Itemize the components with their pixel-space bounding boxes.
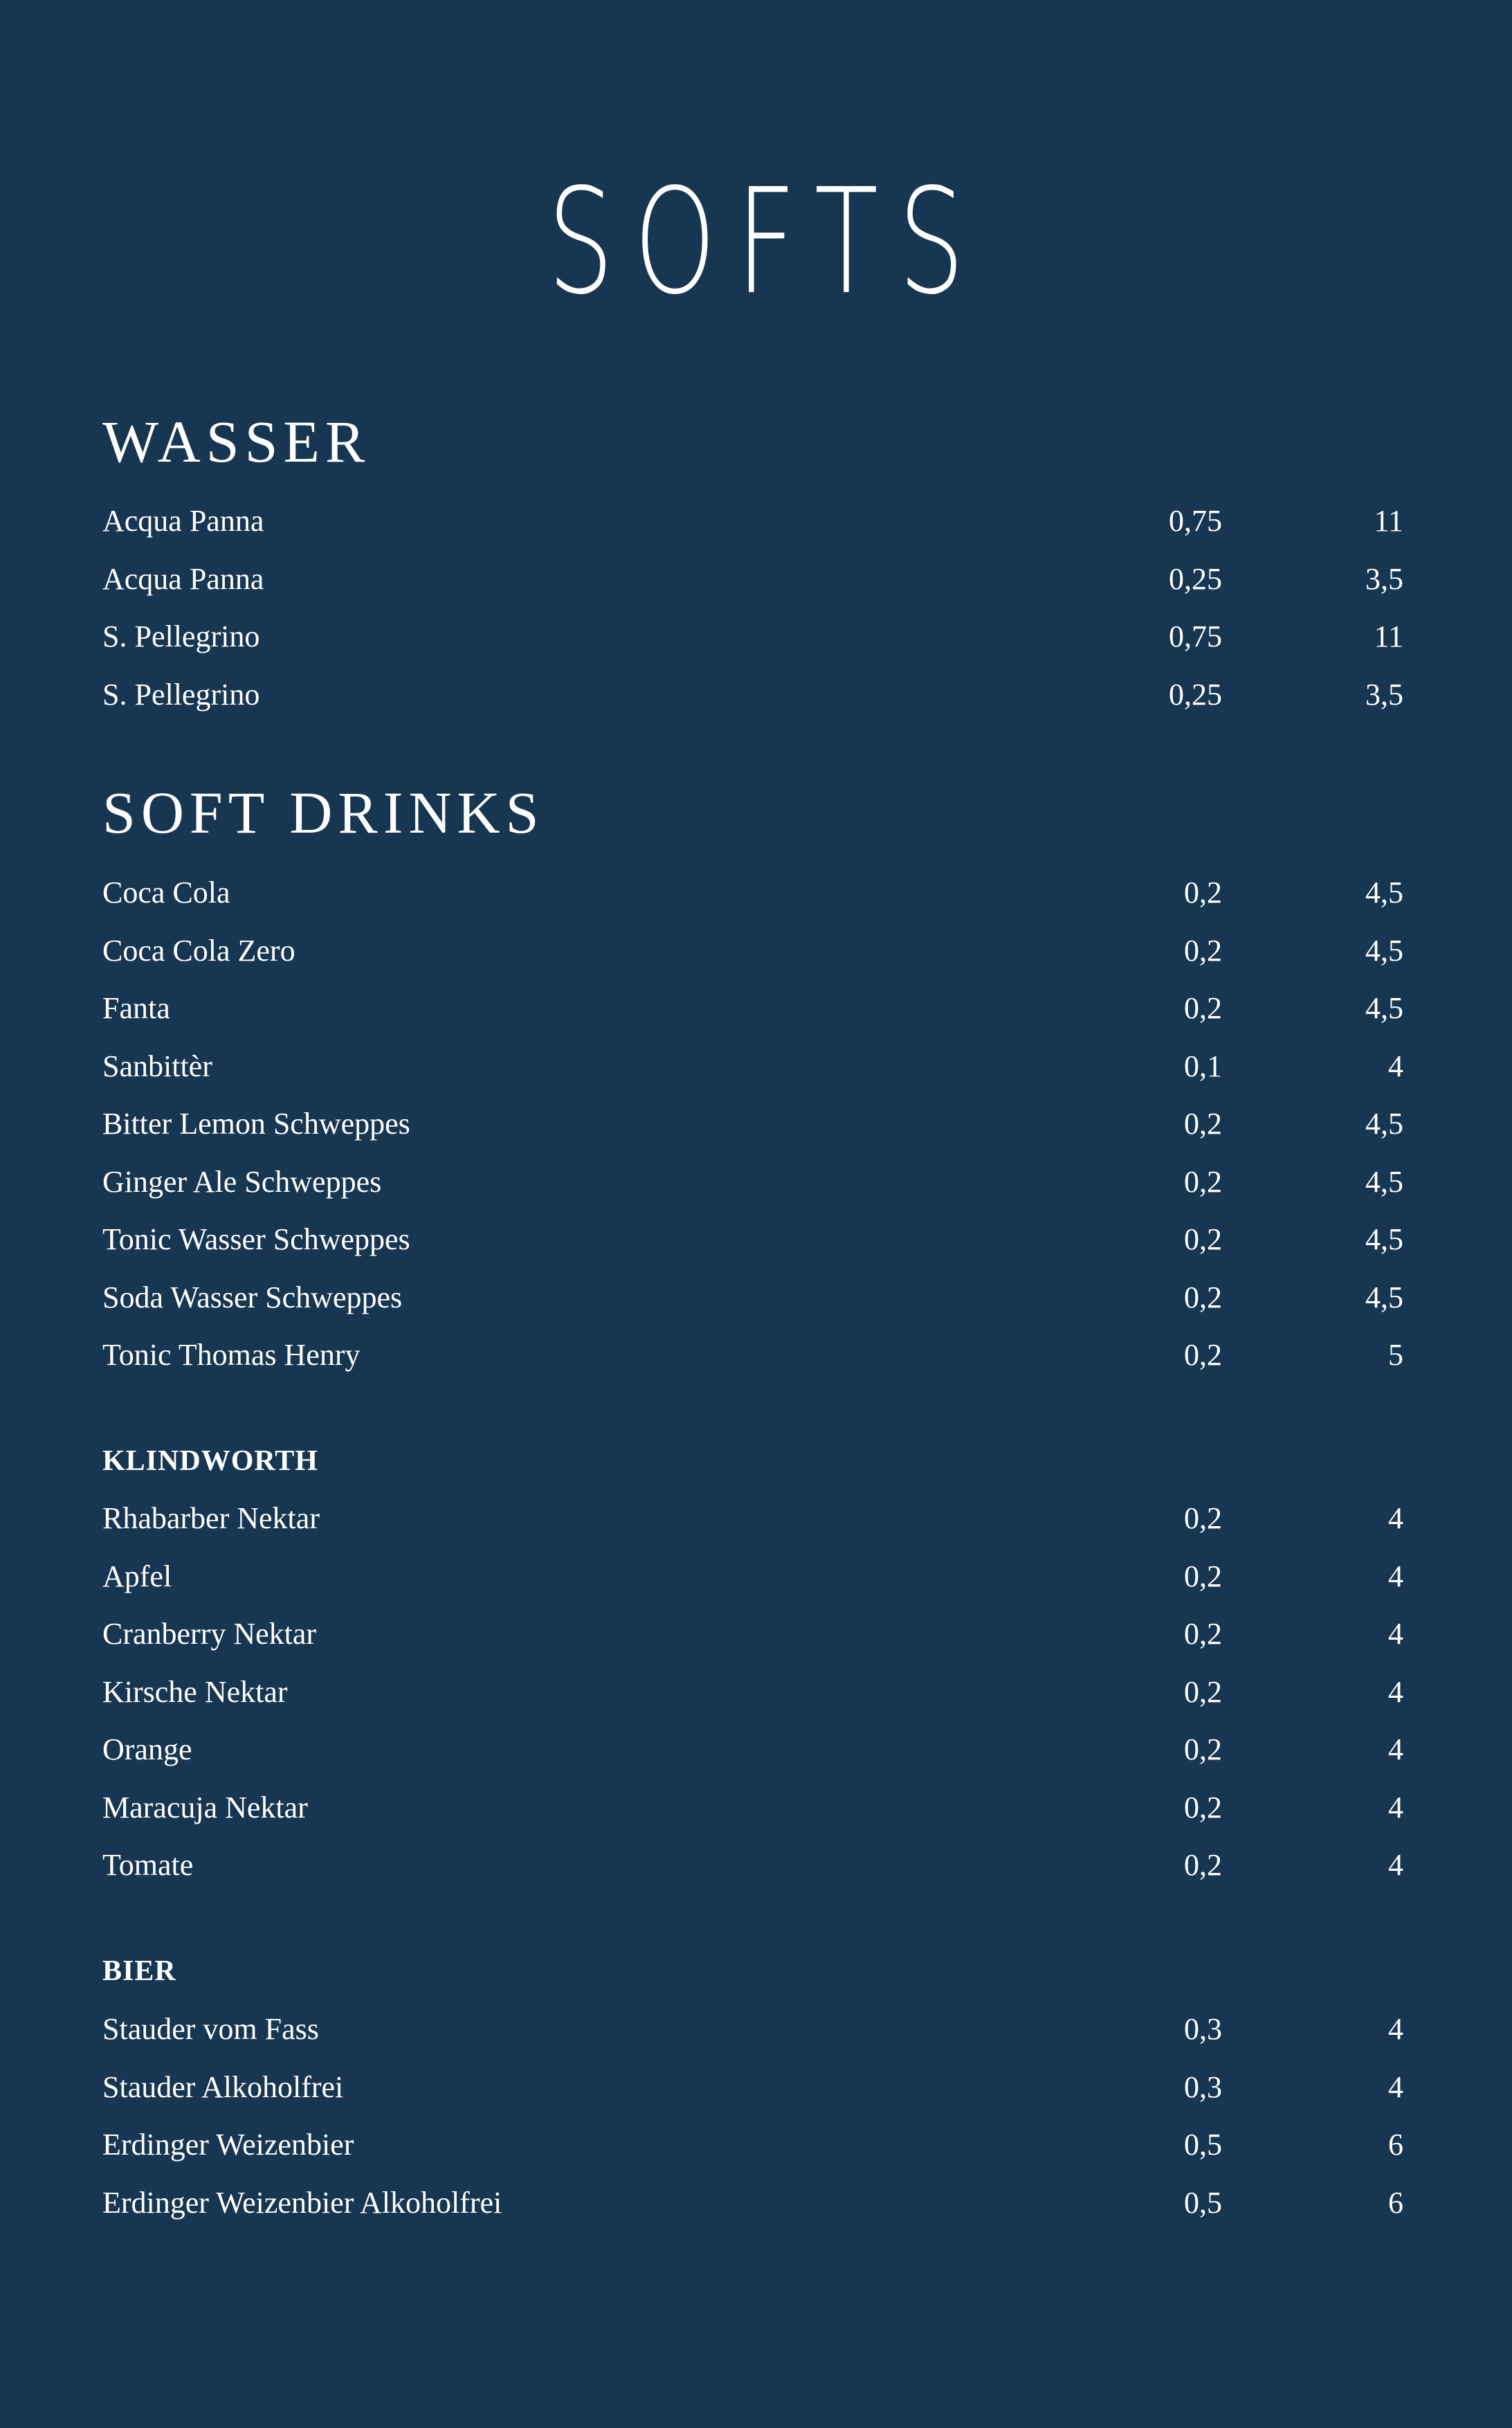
item-price: 4 [1388, 1732, 1403, 1766]
item-name: Tonic Wasser Schweppes [102, 1222, 410, 1256]
menu-item-row [102, 2000, 1403, 2058]
item-name: Acqua Panna [102, 561, 264, 596]
item-price: 6 [1388, 2185, 1403, 2220]
menu-item-row [102, 1605, 1403, 1663]
item-name: Tonic Thomas Henry [102, 1338, 361, 1372]
item-name: Erdinger Weizenbier Alkoholfrei [102, 2185, 502, 2220]
item-volume: 0,25 [1169, 561, 1222, 596]
item-volume: 0,2 [1184, 1732, 1222, 1766]
item-volume: 0,2 [1184, 1559, 1222, 1593]
item-name: Soda Wasser Schweppes [102, 1280, 403, 1314]
item-name: Sanbittèr [102, 1049, 212, 1083]
item-name: S. Pellegrino [102, 677, 260, 712]
menu-item-row [102, 2058, 1403, 2117]
menu-item-row [102, 1663, 1403, 1721]
item-name: Cranberry Nektar [102, 1617, 317, 1651]
item-name: Erdinger Weizenbier [102, 2128, 354, 2162]
item-price: 4 [1388, 1049, 1403, 1083]
item-price: 4 [1388, 1559, 1403, 1593]
section-title-wasser: WASSER [102, 408, 371, 475]
page-title: SOFTS [547, 157, 985, 327]
item-name: Apfel [102, 1559, 172, 1593]
menu-item-row [102, 1489, 1403, 1548]
item-name: Tomate [102, 1848, 194, 1882]
item-volume: 0,5 [1184, 2128, 1222, 2162]
section-title-bier: BIER [102, 1955, 176, 1987]
item-price: 4,5 [1365, 1107, 1403, 1141]
menu-item-row [102, 864, 1403, 922]
item-name: Ginger Ale Schweppes [102, 1164, 382, 1199]
item-volume: 0,2 [1184, 1222, 1222, 1256]
item-volume: 0,2 [1184, 1790, 1222, 1824]
item-price: 11 [1374, 619, 1403, 653]
item-name: Maracuja Nektar [102, 1790, 308, 1824]
item-volume: 0,2 [1184, 1674, 1222, 1709]
item-price: 6 [1388, 2128, 1403, 2162]
item-name: Stauder Alkoholfrei [102, 2069, 344, 2104]
item-name: Orange [102, 1732, 192, 1766]
menu-item-row [102, 922, 1403, 980]
menu-item-row [102, 1038, 1403, 1096]
item-price: 11 [1374, 504, 1403, 538]
menu-item-row [102, 492, 1403, 550]
item-name: S. Pellegrino [102, 619, 260, 653]
item-volume: 0,2 [1184, 1617, 1222, 1651]
item-price: 4 [1388, 1501, 1403, 1535]
item-name: Coca Cola [102, 876, 230, 909]
klindworth-list [102, 1489, 1403, 1894]
item-price: 3,5 [1365, 677, 1403, 712]
item-volume: 0,2 [1184, 1501, 1222, 1535]
item-volume: 0,2 [1184, 1107, 1222, 1141]
wasser-list [102, 492, 1403, 723]
menu-item-row [102, 1836, 1403, 1894]
section-title-klindworth: KLINDWORTH [102, 1445, 318, 1477]
item-volume: 0,75 [1169, 619, 1222, 653]
item-volume: 0,3 [1184, 2012, 1222, 2046]
menu-item-row [102, 1721, 1403, 1779]
item-volume: 0,25 [1169, 677, 1222, 712]
item-name: Kirsche Nektar [102, 1674, 288, 1709]
item-price: 4,5 [1365, 1280, 1403, 1314]
menu-item-row [102, 550, 1403, 608]
item-price: 4 [1388, 1848, 1403, 1882]
item-name: Acqua Panna [102, 504, 264, 538]
item-volume: 0,2 [1184, 1338, 1222, 1372]
item-name: Fanta [102, 991, 170, 1025]
item-price: 4,5 [1365, 1164, 1403, 1199]
item-volume: 0,5 [1184, 2185, 1222, 2220]
item-volume: 0,2 [1184, 991, 1222, 1025]
bier-list [102, 2000, 1403, 2231]
menu-item-row [102, 1153, 1403, 1211]
item-volume: 0,75 [1169, 504, 1222, 538]
item-name: Rhabarber Nektar [102, 1501, 320, 1535]
item-volume: 0,2 [1184, 1848, 1222, 1882]
item-name: Stauder vom Fass [102, 2012, 319, 2046]
menu-item-row [102, 666, 1403, 724]
item-price: 4 [1388, 2012, 1403, 2046]
item-price: 5 [1388, 1338, 1403, 1372]
item-price: 4 [1388, 2069, 1403, 2104]
item-name: Bitter Lemon Schweppes [102, 1107, 410, 1141]
item-price: 4 [1388, 1674, 1403, 1709]
item-price: 3,5 [1365, 561, 1403, 596]
menu-item-row [102, 1211, 1403, 1269]
menu-item-row [102, 608, 1403, 666]
item-price: 4,5 [1365, 876, 1403, 909]
menu-item-row [102, 1548, 1403, 1606]
menu-item-row [102, 1779, 1403, 1837]
item-volume: 0,1 [1184, 1049, 1222, 1083]
item-price: 4 [1388, 1790, 1403, 1824]
menu-item-row [102, 2174, 1403, 2232]
menu-item-row [102, 979, 1403, 1038]
menu-item-row [102, 1326, 1403, 1384]
section-title-soft-drinks: SOFT DRINKS [102, 779, 545, 846]
menu-item-row [102, 1269, 1403, 1327]
item-price: 4,5 [1365, 1222, 1403, 1256]
soft-drinks-list [102, 864, 1403, 1384]
item-volume: 0,3 [1184, 2069, 1222, 2104]
item-volume: 0,2 [1184, 1164, 1222, 1199]
item-volume: 0,2 [1184, 876, 1222, 909]
item-price: 4,5 [1365, 933, 1403, 968]
menu-item-row [102, 1095, 1403, 1153]
menu-item-row [102, 2116, 1403, 2174]
item-price: 4 [1388, 1617, 1403, 1651]
item-price: 4,5 [1365, 991, 1403, 1025]
item-volume: 0,2 [1184, 1280, 1222, 1314]
item-name: Coca Cola Zero [102, 933, 295, 968]
item-volume: 0,2 [1184, 933, 1222, 968]
